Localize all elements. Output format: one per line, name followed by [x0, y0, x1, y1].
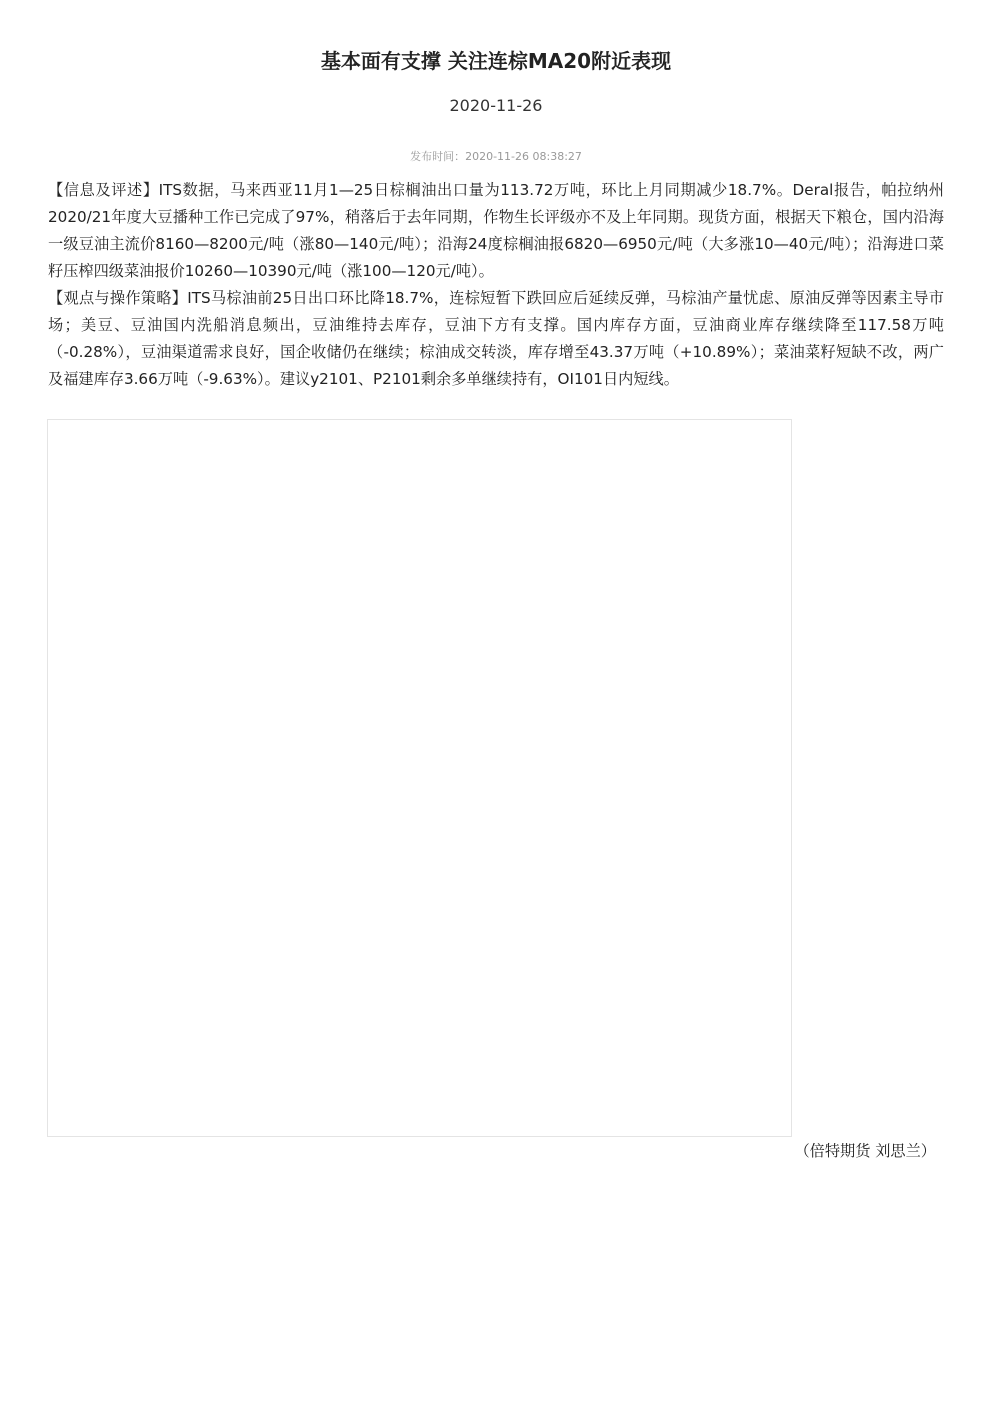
page-title: 基本面有支撑 关注连棕MA20附近表现 — [320, 49, 672, 73]
publish-time-label: 发布时间： — [410, 150, 466, 163]
publish-time-line — [0, 149, 992, 165]
paragraph-strategy: 【观点与操作策略】ITS马棕油前25日出口环比降18.7%，连棕短暂下跌回应后延续反弹，马棕油产量忧虑、原油反弹等因素主导市场；美豆、豆油国内洗船消息频出，豆油维持去库存，豆油下方有支撑。国内库存方面，豆油商业库存继续降至117.58万吨（-0.28%），豆油渠道需求良好，国企收储仍在继续；棕油成交转淡，库存增至43.37万吨（+10.89%）；菜油菜籽短缺不改，两广及福建库存3.66万吨（-9.63%）。建议y2101、P2101剩余多单继续持有，OI101日内短线。 — [48, 289, 944, 388]
article-date: 2020-11-26 — [449, 96, 543, 115]
paragraph-info-review: 【信息及评述】ITS数据，马来西亚11月1—25日棕榈油出口量为113.72万吨，环比上月同期减少18.7%。Deral报告，帕拉纳州2020/21年度大豆播种工作已完成了97%，稍落后于去年同期，作物生长评级亦不及上年同期。现货方面，根据天下粮仓，国内沿海一级豆油主流价8160—8200元/吨（涨80—140元/吨）；沿海24度棕榈油报6820—6950元/吨（大多涨10—40元/吨）；沿海进口菜籽压榨四级菜油报价10260—10390元/吨（涨100—120元/吨）。 — [48, 181, 944, 280]
article-image-placeholder — [47, 419, 792, 1137]
article-body — [48, 177, 944, 393]
publish-time-value: 2020-11-26 08:38:27 — [465, 150, 582, 163]
source-credit: （倍特期货 刘思兰） — [794, 1142, 936, 1160]
